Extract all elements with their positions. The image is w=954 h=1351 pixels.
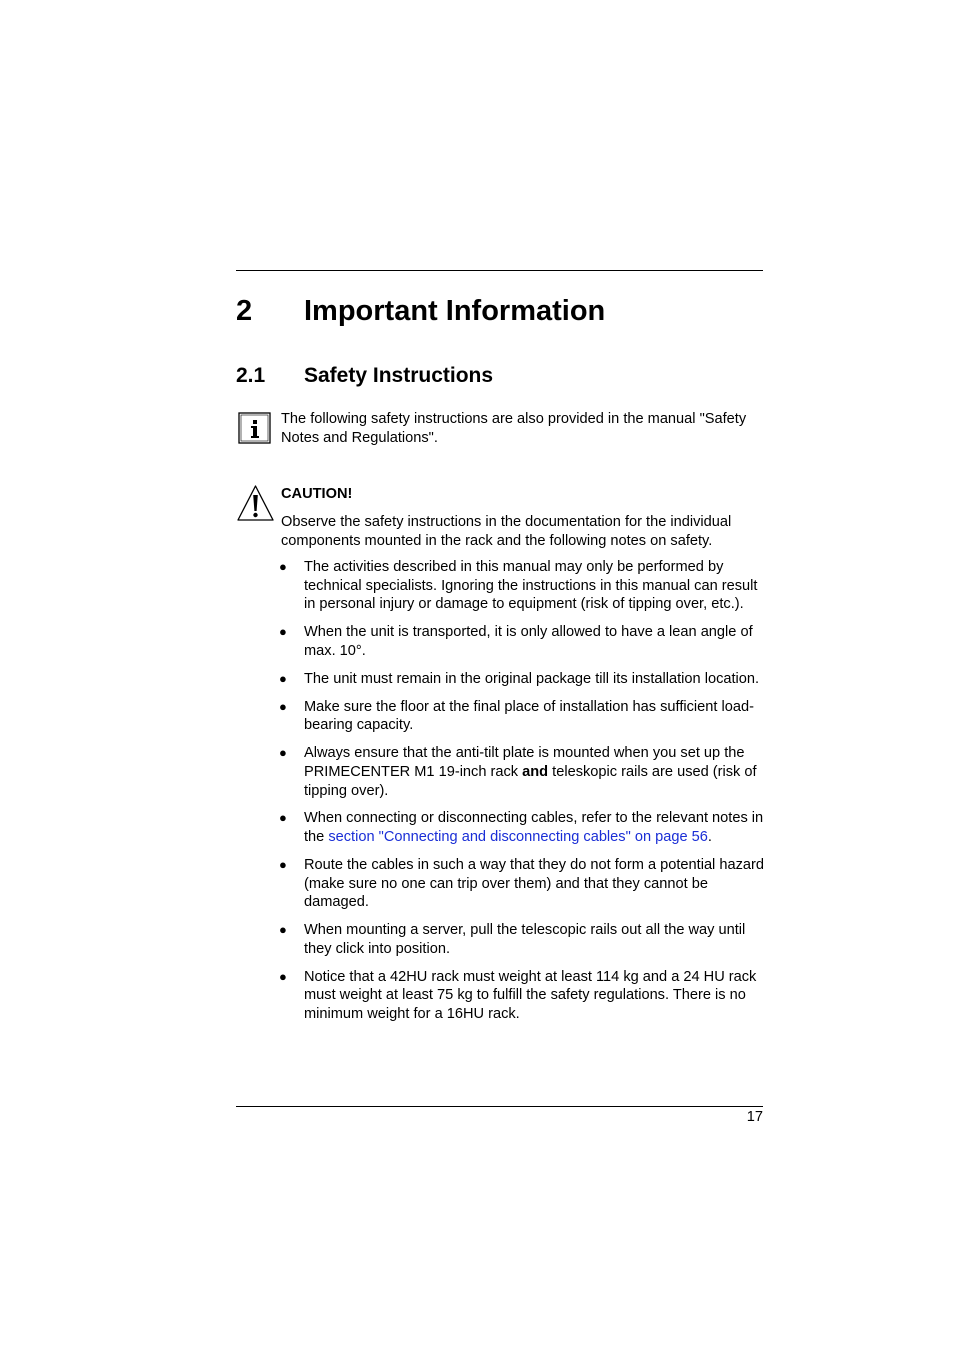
list-item: ● Route the cables in such a way that they do not form a potential hazard (make sure no one can trip over them) and that they cannot be damaged. bbox=[279, 857, 764, 911]
bullet-icon: ● bbox=[279, 698, 287, 714]
bullet-icon: ● bbox=[279, 857, 287, 873]
bullet-icon: ● bbox=[279, 745, 287, 761]
section-number: 2.1 bbox=[236, 364, 266, 387]
bullet-icon: ● bbox=[279, 968, 287, 984]
info-note: The following safety instructions are also provided in the manual "Safety Notes and Regulations". bbox=[281, 411, 747, 446]
section-heading bbox=[236, 362, 493, 390]
list-item: ● When connecting or disconnecting cables, refer to the relevant notes in the section "Connecting and disconnecting cables" on page 56. bbox=[279, 810, 764, 846]
bottom-rule bbox=[236, 1106, 763, 1107]
bullet-icon: ● bbox=[279, 922, 287, 938]
list-item: ● The activities described in this manual may only be performed by technical specialists. Ignoring the instructions in this manual can result in personal injury or damage to equipment (risk of tipping over, etc.). bbox=[279, 559, 758, 613]
list-item: ● Always ensure that the anti-tilt plate is mounted when you set up the PRIMECENTER M1 19-inch rack and teleskopic rails are used (risk of tipping over). bbox=[279, 745, 757, 799]
list-item: ● The unit must remain in the original package till its installation location. bbox=[279, 670, 760, 687]
bullet-icon: ● bbox=[279, 670, 287, 686]
caution-intro: Observe the safety instructions in the documentation for the individual components mounted in the rack and the following notes on safety. bbox=[281, 514, 732, 549]
cross-reference-link[interactable]: section "Connecting and disconnecting cables" on page 56 bbox=[328, 829, 708, 846]
safety-list bbox=[277, 558, 767, 1024]
caution-label: CAUTION! bbox=[281, 486, 353, 502]
section-title: Safety Instructions bbox=[304, 364, 494, 387]
info-icon bbox=[238, 412, 271, 444]
list-item: ● When the unit is transported, it is only allowed to have a lean angle of max. 10°. bbox=[279, 624, 753, 659]
bullet-icon: ● bbox=[279, 624, 287, 640]
warning-icon bbox=[236, 484, 275, 522]
page-number: 17 bbox=[746, 1109, 763, 1125]
bullet-icon: ● bbox=[279, 559, 287, 574]
chapter-title: Important Information bbox=[304, 295, 606, 327]
list-item: ● Make sure the floor at the final place of installation has sufficient load-bearing capacity. bbox=[279, 698, 754, 734]
top-rule bbox=[236, 270, 763, 271]
bullet-icon: ● bbox=[279, 810, 287, 826]
list-item: ● Notice that a 42HU rack must weight at least 114 kg and a 24 HU rack must weight at least 75 kg to fulfill the safety regulations. There is no minimum weight for a 16HU rack. bbox=[279, 968, 757, 1022]
chapter-heading bbox=[236, 292, 605, 330]
chapter-number: 2 bbox=[236, 295, 253, 327]
list-item: ● When mounting a server, pull the telescopic rails out all the way until they click into position. bbox=[279, 922, 746, 957]
